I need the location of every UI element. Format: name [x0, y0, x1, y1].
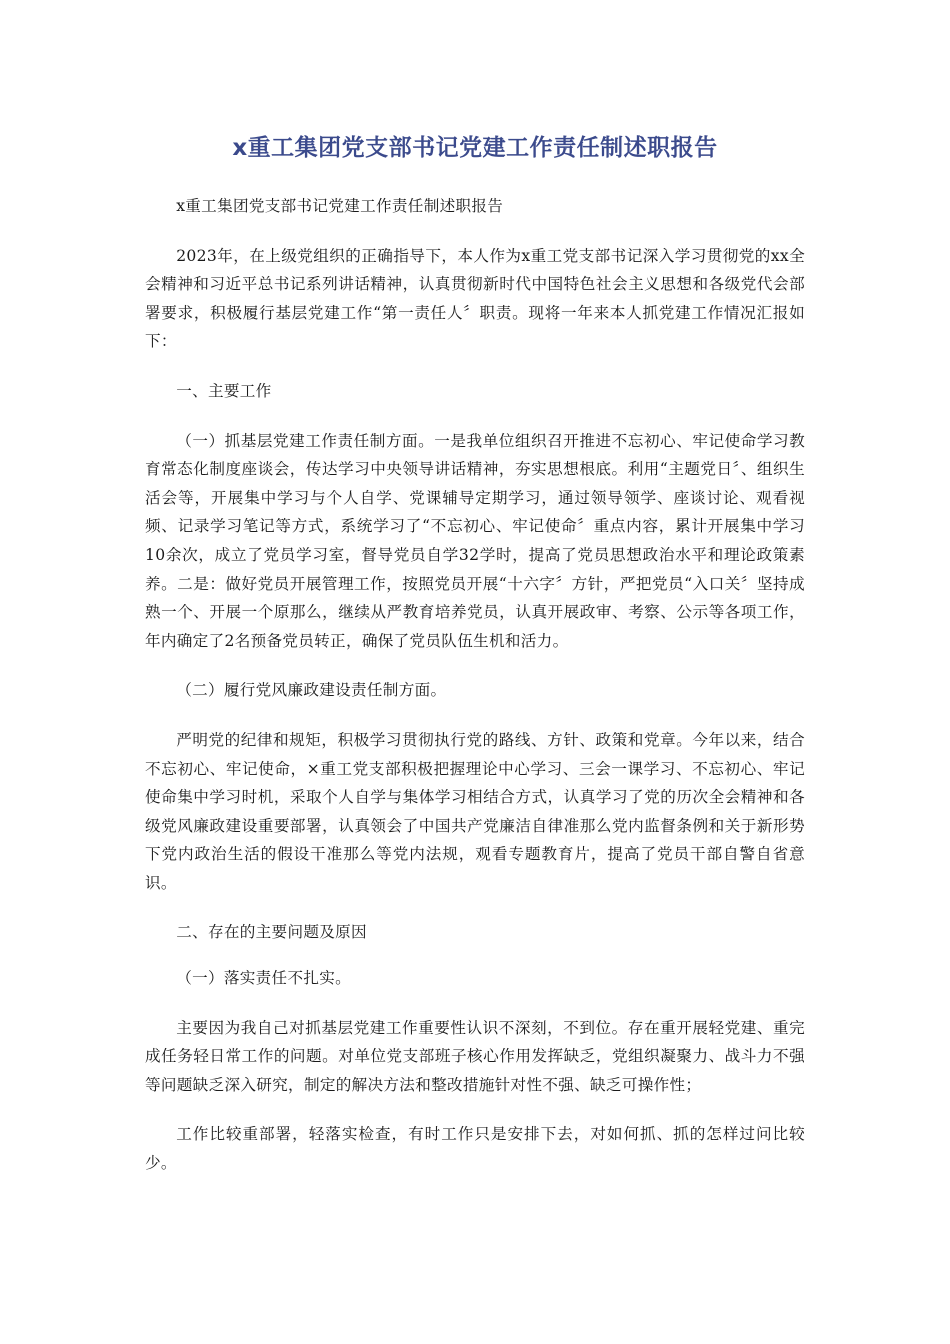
subheading-integrity: （二）履行党风廉政建设责任制方面。	[176, 681, 447, 700]
section-heading-problems: 二、存在的主要问题及原因	[176, 923, 367, 942]
paragraph-discipline: 严明党的纪律和规矩，积极学习贯彻执行党的路线、方针、政策和党章。今年以来，结合不忘初心、牢记使命，×重工党支部积极把握理论中心学习、三会一课学习、不忘初心、牢记使命集中学习时机，采取个人自学与集体学习相结合方式，认真学习了党的历次全会精神和各级党风廉政建设重要部署，认真领会了中国共产党廉洁自律准那么党内监督条例和关于新形势下党内政治生活的假设干准那么等党内法规，观看专题教育片，提高了党员干部自警自省意识。	[145, 730, 805, 892]
document-subtitle: x重工集团党支部书记党建工作责任制述职报告	[176, 197, 504, 215]
document-page	[145, 128, 805, 1178]
subheading-responsibility: （一）落实责任不扎实。	[176, 969, 352, 988]
paragraph-implementation: 工作比较重部署，轻落实检查，有时工作只是安排下去，对如何抓、抓的怎样过问比较少。	[145, 1125, 805, 1173]
paragraph-intro: 2023年，在上级党组织的正确指导下，本人作为x重工党支部书记深入学习贯彻党的xx全会精神和习近平总书记系列讲话精神，认真贯彻新时代中国特色社会主义思想和各级党代会部署要求，积极履行基层党建工作“第一责任人〞职责。现将一年来本人抓党建工作情况汇报如下：	[145, 246, 805, 351]
section-heading-main-work: 一、主要工作	[176, 381, 272, 400]
paragraph-party-building: （一）抓基层党建工作责任制方面。一是我单位组织召开推进不忘初心、牢记使命学习教育常态化制度座谈会，传达学习中央领导讲话精神，夯实思想根底。利用“主题党日〞、组织生活会等，开展集中学习与个人自学、党课辅导定期学习，通过领导领学、座谈讨论、观看视频、记录学习笔记等方式，系统学习了“不忘初心、牢记使命〞重点内容，累计开展集中学习10余次，成立了党员学习室，督导党员自学32学时，提高了党员思想政治水平和理论政策素养。二是：做好党员开展管理工作，按照党员开展“十六字〞方针，严把党员“入口关〞坚持成熟一个、开展一个原那么，继续从严教育培养党员，认真开展政审、考察、公示等各项工作，年内确定了2名预备党员转正，确保了党员队伍生机和活力。	[145, 431, 805, 650]
document-title: x重工集团党支部书记党建工作责任制述职报告	[232, 135, 718, 161]
paragraph-causes: 主要因为我自己对抓基层党建工作重要性认识不深刻，不到位。存在重开展轻党建、重完成任务轻日常工作的问题。对单位党支部班子核心作用发挥缺乏，党组织凝聚力、战斗力不强等问题缺乏深入研究，制定的解决方法和整改措施针对性不强、缺乏可操作性；	[145, 1018, 805, 1094]
